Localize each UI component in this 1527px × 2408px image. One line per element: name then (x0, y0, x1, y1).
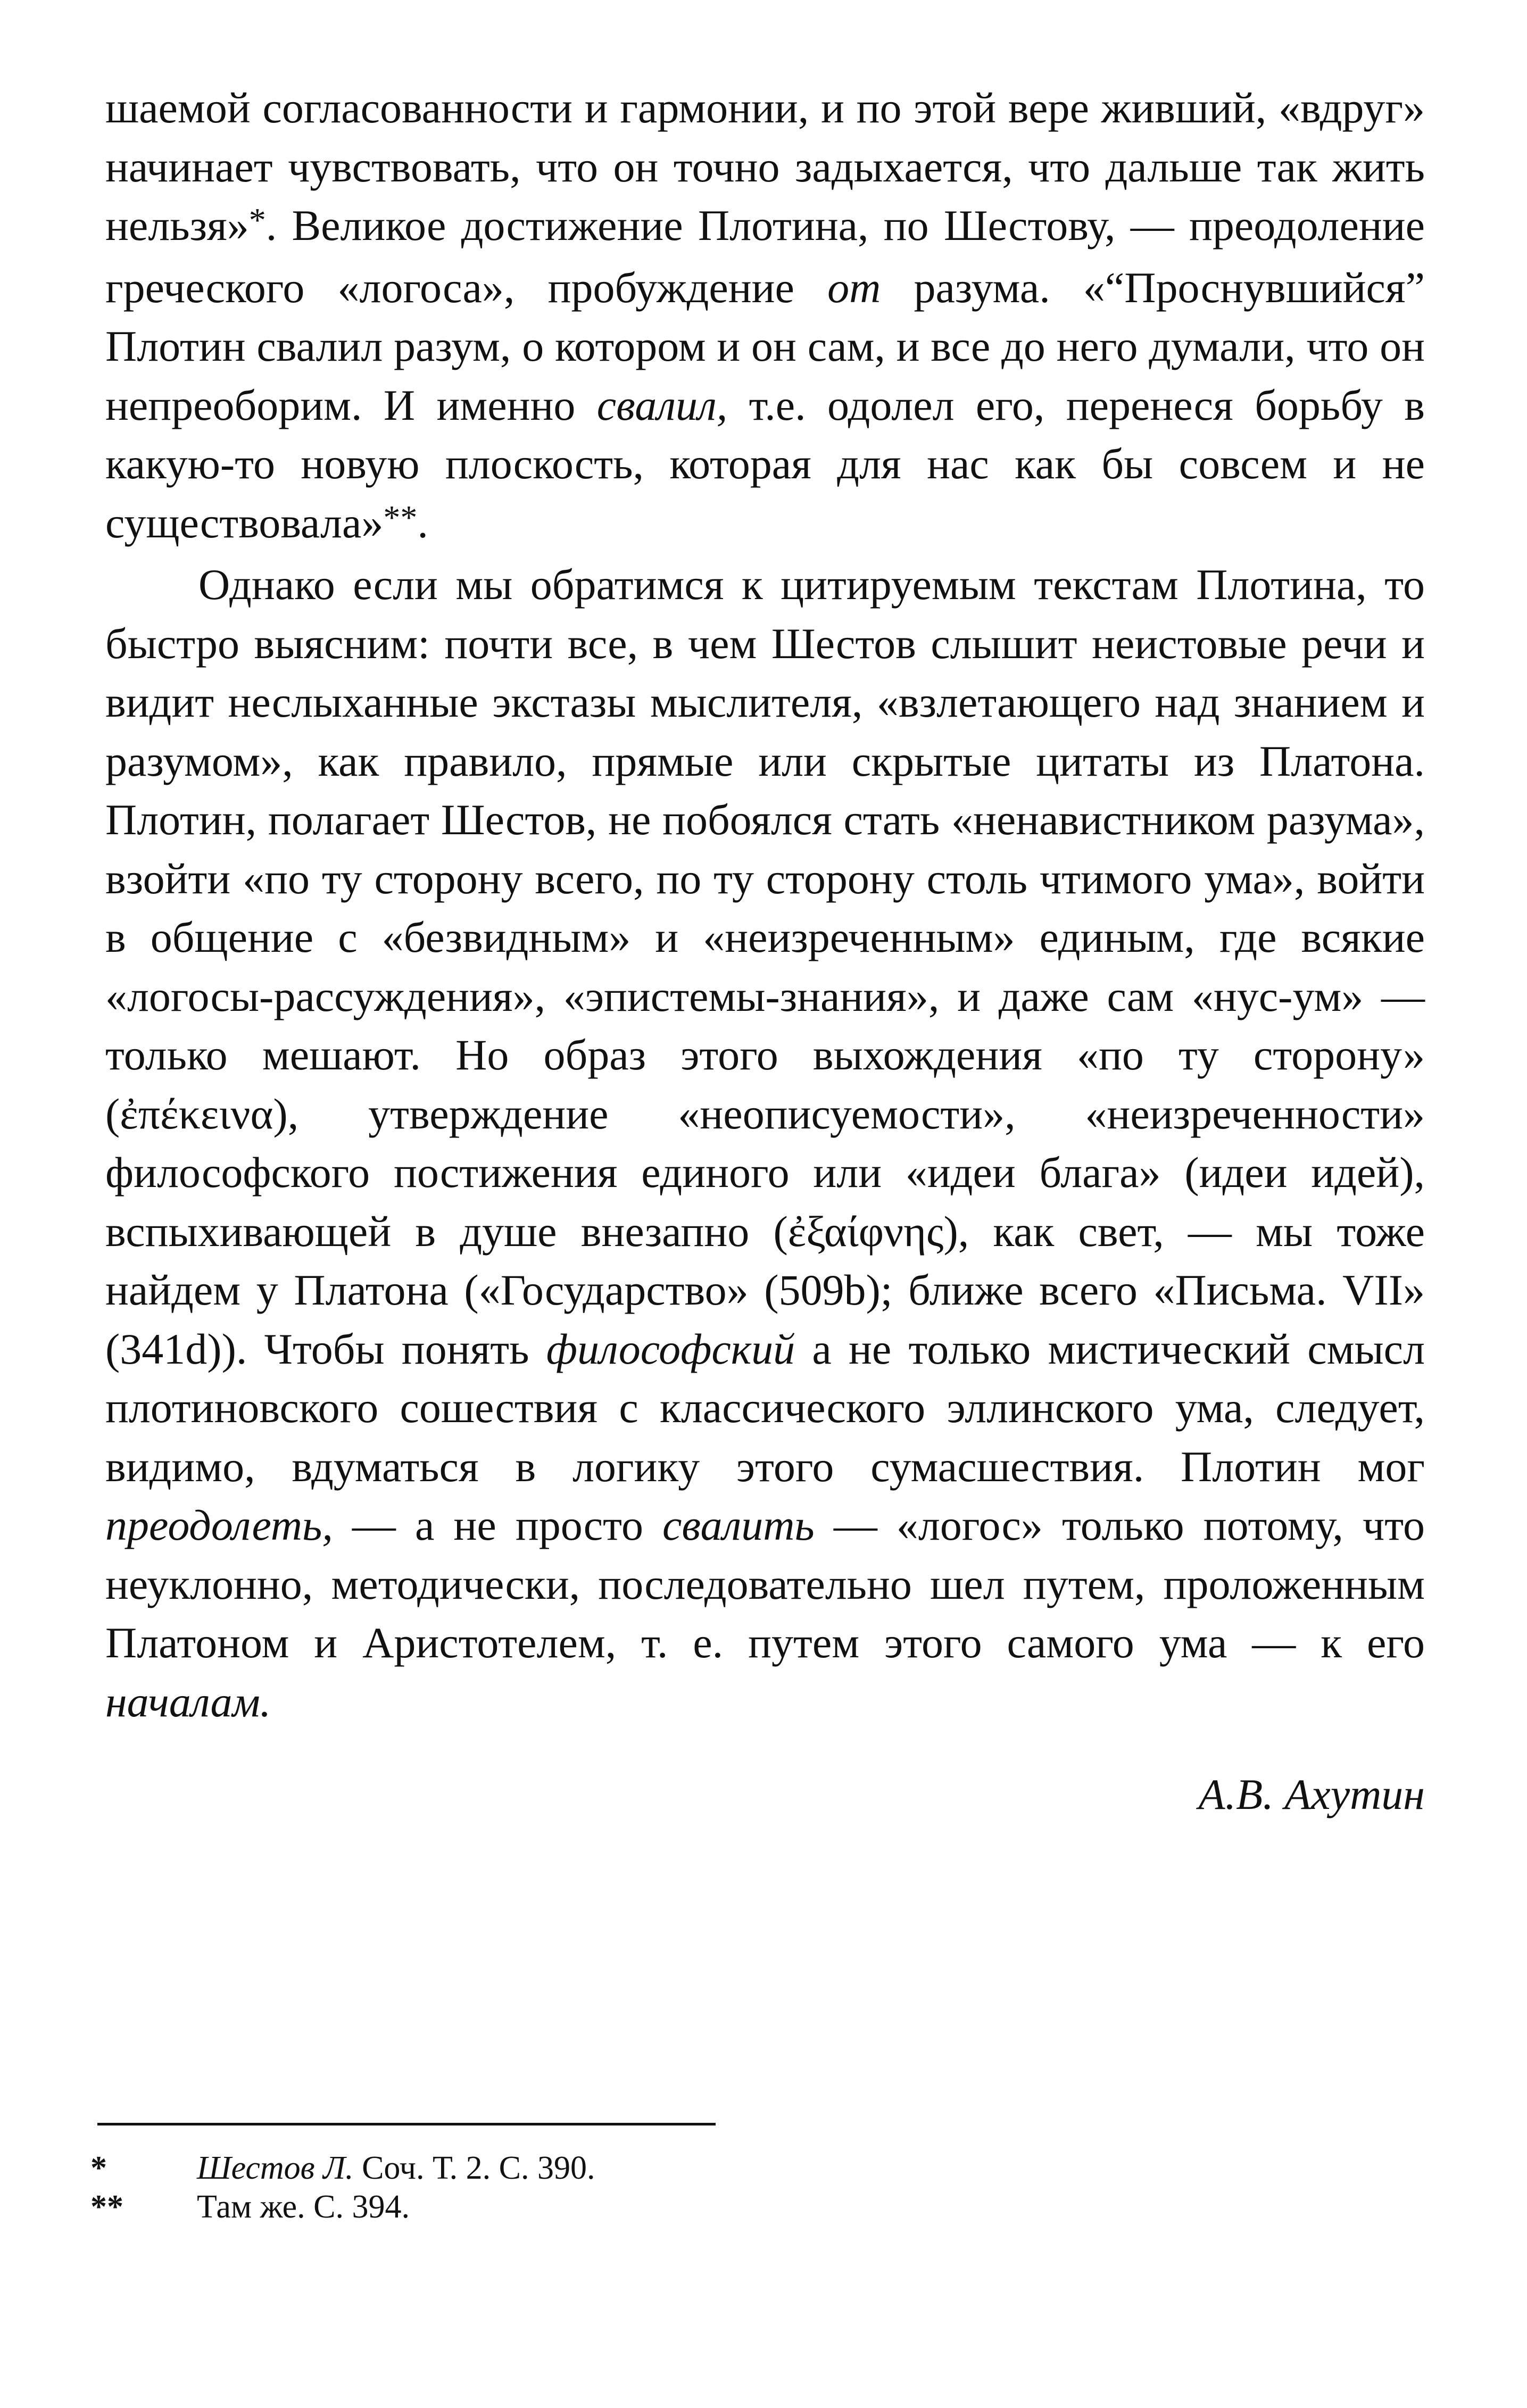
paragraph-2-text-3: — а не просто (333, 1501, 663, 1549)
paragraph-1-text-4: т.е. одолел его, перенеся борьбу в какую-то новую плоскость, которая для нас как бы совсем и не существовала» (105, 380, 1425, 547)
footnote-2-mark: ** (90, 2189, 123, 2225)
paragraph-2-italic-2: преодолеть, (105, 1501, 333, 1549)
footnote-1-author: Шестов Л. (197, 2150, 354, 2186)
footnote-divider (97, 2123, 716, 2125)
paragraph-2-italic-3: свалить (662, 1501, 815, 1549)
paragraph-1-text-1: шаемой согласованности и гармонии, и по этой вере живший, «вдруг» начинает чувствовать, что он точно задыхается, что дальше так жить нельзя» (105, 84, 1425, 250)
paragraph-2-text-1: Однако если мы обратимся к цитируемым текстам Плотина, то быстро выясним: почти все, в чем Шестов слышит неистовые речи и видит неслыханные экстазы мыслителя, «взлетающего над знанием и разумом», как правило, прямые или скрытые цитаты из Платона. Плотин, полагает Шестов, не побоялся стать «ненавистником разума», взойти «по ту сторону всего, по ту сторону столь чтимого ума», войти в общение с «безвидным» и «неизреченным» единым, где всякие «логосы-рассуждения», «эпистемы-знания», и даже сам «нус-ум» — только мешают. Но образ этого выхождения «по ту сторону» (ἐπέκεινα), утверждение «неописуемости», «неизреченности» философского постижения единого или «идеи блага» (идеи идей), вспыхивающей в душе внезапно (ἐξαίφνης), как свет, — мы тоже найдем у Платона («Государство» (509b); ближе всего «Письма. VII» (341d)). Чтобы понять (105, 560, 1425, 1373)
paragraph-2 (105, 555, 1425, 1731)
footnote-1-text (197, 2147, 595, 2189)
main-text (105, 79, 1425, 1731)
paragraph-1-text-3: разума. «“Проснувшийся” Плотин свалил разум, о котором и он сам, и все до него думали, что он непреоборим. И именно (105, 263, 1425, 429)
paragraph-1-italic-1: от (827, 263, 881, 312)
paragraph-1-text-5: . (417, 498, 428, 547)
author-signature: А.В. Ахутин (1198, 1770, 1425, 1819)
paragraph-1-text-2: . Великое достижение Плотина, по Шестову, — преодоление греческого «логоса», пробуждение (105, 201, 1425, 312)
paragraph-2-italic-4: началам. (105, 1677, 271, 1726)
paragraph-2-text-2: а не только мистический смысл плотиновского сошествия с классического эллинского ума, следует, видимо, вдуматься в логику этого сумасшествия. Плотин мог (105, 1324, 1425, 1491)
paragraph-2-italic-1: философский (546, 1324, 795, 1373)
footnote-ref-2: ** (383, 498, 418, 536)
footnote-1-source: Соч. Т. 2. С. 390. (353, 2150, 595, 2186)
footnote-ref-1: * (248, 201, 266, 239)
paragraph-1 (105, 79, 1425, 555)
footnote-2-text: Там же. С. 394. (197, 2189, 410, 2225)
footnote-1-mark: * (90, 2150, 107, 2186)
paragraph-1-italic-2: свалил, (596, 380, 728, 429)
paragraph-2-text-4: — «логос» только потому, что неуклонно, методически, последовательно шел путем, проложенным Платоном и Аристотелем, т. е. путем этого самого ума — к его (105, 1501, 1425, 1667)
